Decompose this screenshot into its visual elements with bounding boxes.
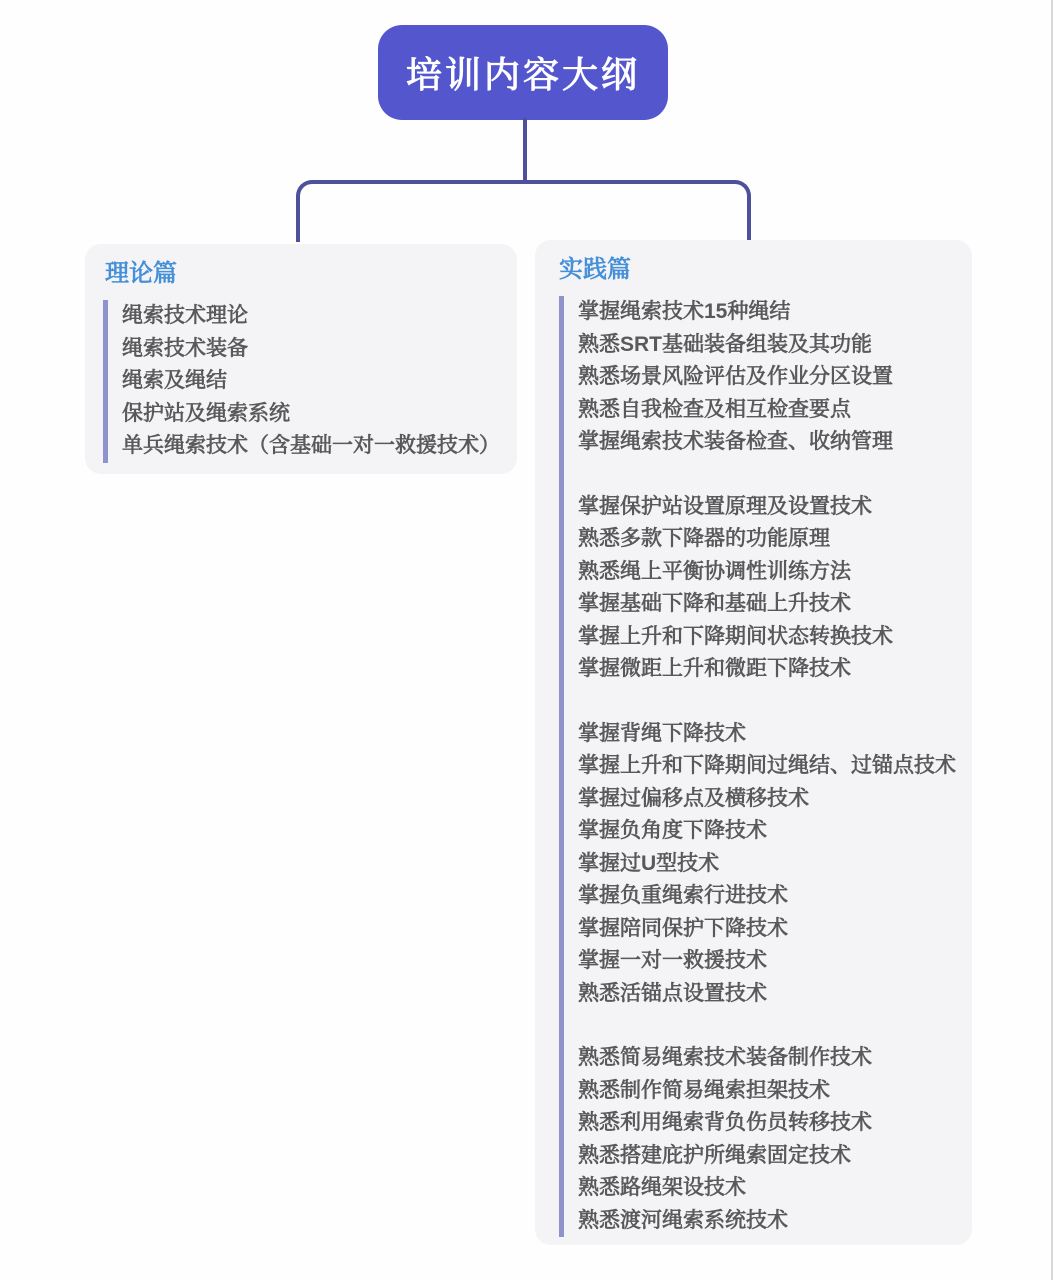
list-item: 掌握陪同保护下降技术: [578, 916, 788, 940]
list-item: 掌握上升和下降期间过绳结、过锚点技术: [578, 754, 956, 777]
list-item: 掌握过偏移点及横移技术: [578, 786, 809, 810]
list-item: 熟悉搭建庇护所绳索固定技术: [578, 1143, 851, 1167]
connector-stem: [523, 118, 527, 182]
list-item: 掌握过U型技术: [578, 851, 720, 875]
list-item: 熟悉自我检查及相互检查要点: [578, 397, 851, 421]
list-item: 熟悉绳上平衡协调性训练方法: [578, 559, 851, 583]
list-item: 掌握基础下降和基础上升技术: [578, 592, 851, 615]
list-item: 熟悉场景风险评估及作业分区设置: [578, 365, 893, 388]
practice-panel-title: 实践篇: [559, 256, 631, 283]
list-item: 掌握一对一救援技术: [578, 949, 767, 972]
list-item: 掌握绳索技术装备检查、收纳管理: [578, 430, 893, 453]
item-group: [578, 718, 972, 1011]
item-group: [122, 300, 517, 463]
list-item: 掌握绳索技术15种绳结: [578, 300, 791, 323]
theory-panel-title: 理论篇: [105, 260, 177, 287]
list-item: 熟悉路绳架设技术: [578, 1176, 746, 1199]
list-item: 掌握保护站设置原理及设置技术: [578, 494, 872, 518]
practice-list: [559, 296, 972, 1237]
list-item: 保护站及绳索系统: [122, 401, 290, 425]
list-item: 绳索技术理论: [122, 304, 248, 327]
item-group: [578, 491, 972, 686]
list-item: 掌握负角度下降技术: [578, 819, 767, 842]
list-item: 绳索技术装备: [122, 336, 248, 360]
list-item: 绳索及绳结: [122, 369, 227, 392]
list-item: 掌握微距上升和微距下降技术: [578, 657, 851, 680]
list-item: 掌握背绳下降技术: [578, 721, 746, 745]
item-group: [578, 296, 972, 459]
list-item: 熟悉活锚点设置技术: [578, 981, 767, 1005]
theory-panel: [85, 244, 517, 474]
root-node: [378, 25, 668, 120]
practice-panel: [535, 240, 972, 1245]
theory-list: [103, 300, 517, 463]
root-node-title: 培训内容大纲: [405, 54, 640, 95]
list-item: 单兵绳索技术（含基础一对一救援技术）: [122, 434, 500, 457]
list-item: 熟悉简易绳索技术装备制作技术: [578, 1046, 872, 1069]
connector-branches: [296, 180, 751, 242]
list-item: 熟悉SRT基础装备组装及其功能: [578, 332, 872, 356]
list-item: 熟悉制作简易绳索担架技术: [578, 1078, 830, 1102]
list-item: 熟悉利用绳索背负伤员转移技术: [578, 1111, 872, 1134]
list-item: 熟悉渡河绳索系统技术: [578, 1208, 788, 1232]
list-item: 掌握上升和下降期间状态转换技术: [578, 624, 893, 648]
list-item: 熟悉多款下降器的功能原理: [578, 527, 830, 550]
item-group: [578, 1042, 972, 1237]
list-item: 掌握负重绳索行进技术: [578, 884, 788, 907]
